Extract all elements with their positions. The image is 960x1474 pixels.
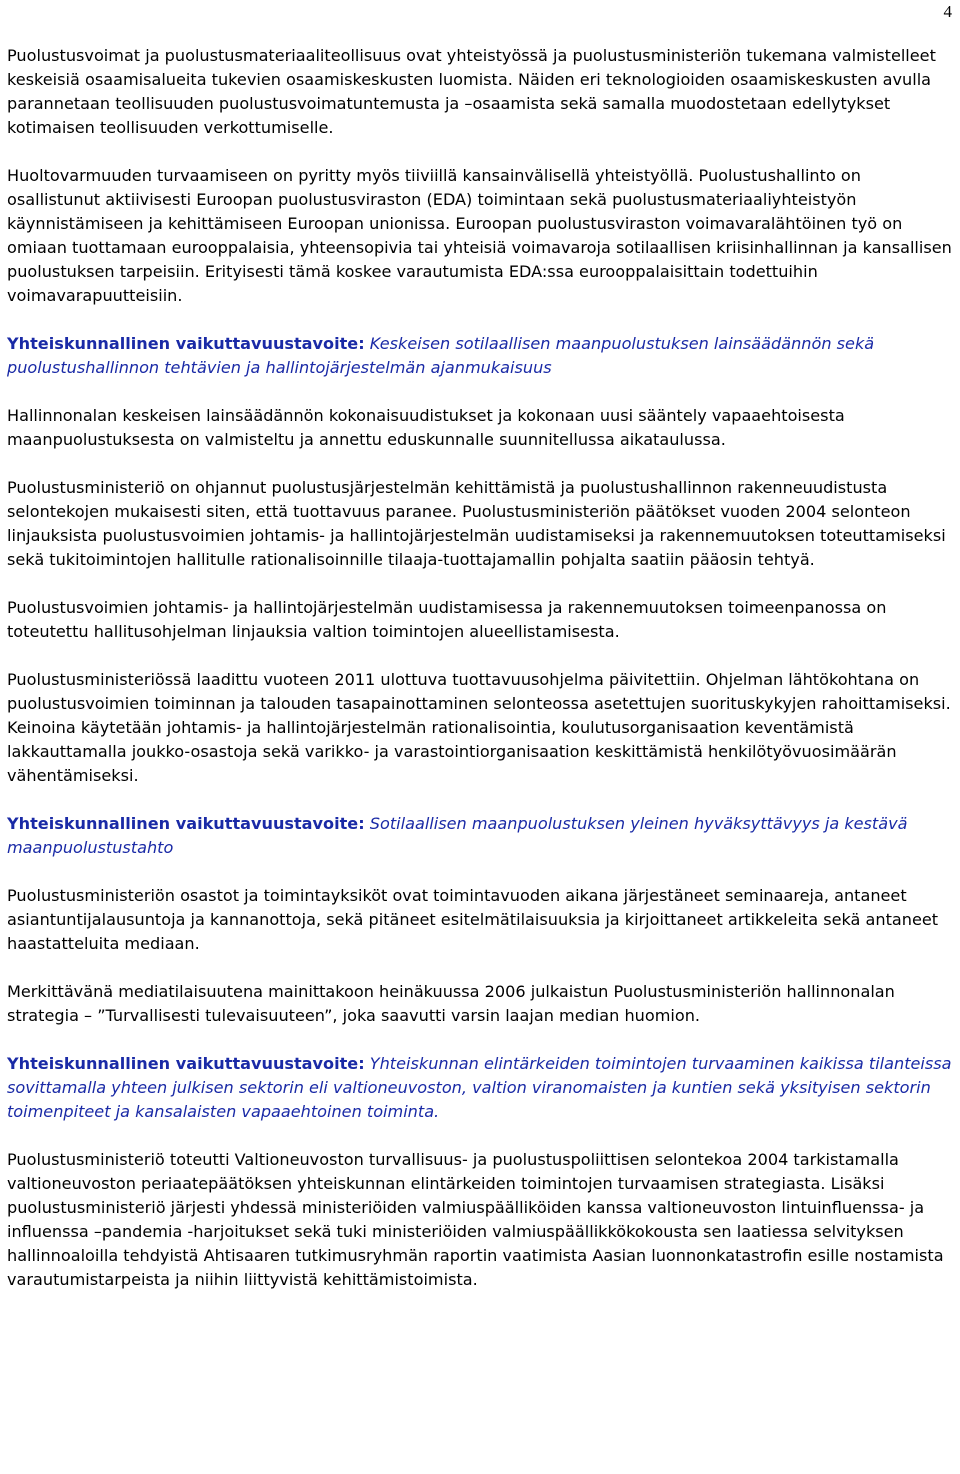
goal-text: Sotilaallisen maanpuolustuksen yleinen hyväksyttävyys ja kestävä maanpuolustustahto <box>7 814 908 857</box>
paragraph-regionalisation: Puolustusvoimien johtamis- ja hallintojärjestelmän uudistamisessa ja rakennemuutoksen toimeenpanossa on toteutettu hallitusohjelman linjauksia valtion toimintojen alueellistamisesta. <box>7 598 887 641</box>
page-number: 4 <box>943 2 952 21</box>
goal-heading-legislation <box>7 332 953 380</box>
goal-label: Yhteiskunnallinen vaikuttavuustavoite: <box>7 814 365 833</box>
paragraph-structural-reform: Puolustusministeriö on ohjannut puolustusjärjestelmän kehittämistä ja puolustushallinnon rakenneuudistusta selontekojen mukaisesti siten, että tuottavuus paranee. Puolustusministeriön päätökset vuoden 2004 selonteon linjauksista puolustusvoimien johtamis- ja hallintojärjestelmän uudistamiseksi ja rakennemuutoksen toteuttamiseksi sekä tukitoimintojen hallitulle rationalisoinnille tilaaja-tuottajamallin pohjalta saatiin pääosin tehtyä. <box>7 478 946 569</box>
paragraph-productivity-programme: Puolustusministeriössä laadittu vuoteen 2011 ulottuva tuottavuusohjelma päivitettiin. Ohjelman lähtökohtana on puolustusvoimien toiminnan ja talouden tasapainottaminen selonteossa asetettujen suorituskykyjen rahoittamiseksi. Keinoina käytetään johtamis- ja hallintojärjestelmän rationalisointia, koulutusorganisaation keventämistä lakkauttamalla joukko-osastoja sekä varikko- ja varastointiorganisaation keskittämistä henkilötyövuosimäärän vähentämiseksi. <box>7 670 951 785</box>
paragraph-international-cooperation: Huoltovarmuuden turvaamiseen on pyritty myös tiiviillä kansainvälisellä yhteistyöllä. Puolustushallinto on osallistunut aktiivisesti Euroopan puolustusviraston (EDA) toimintaan sekä puolustusmateriaaliyhteistyön käynnistämiseen ja kehittämiseen Euroopan unionissa. Euroopan puolustusviraston voimavaralähtöinen työ on omiaan tuottamaan eurooppalaisia, yhteensopivia tai yhteisiä voimavaroja sotilaallisen kriisinhallinnan ja kansallisen puolustuksen tarpeisiin. Erityisesti tämä koskee varautumista EDA:ssa eurooppalaisittain todettuihin voimavarapuutteisiin. <box>7 166 952 305</box>
paragraph-media-event: Merkittävänä mediatilaisuutena mainittakoon heinäkuussa 2006 julkaistun Puolustusministeriön hallinnonalan strategia – ”Turvallisesti tulevaisuuteen”, joka saavutti varsin laajan median huomion. <box>7 982 895 1025</box>
goal-label: Yhteiskunnallinen vaikuttavuustavoite: <box>7 1054 365 1073</box>
goal-heading-acceptability <box>7 812 953 860</box>
paragraph-security-strategy: Puolustusministeriö toteutti Valtioneuvoston turvallisuus- ja puolustuspoliittisen selontekoa 2004 tarkistamalla valtioneuvoston periaatepäätöksen yhteiskunnan elintärkeiden toimintojen turvaamisen strategiasta. Lisäksi puolustusministeriö järjesti yhdessä ministeriöiden valmiuspäälliköiden kanssa valtioneuvoston lintuinfluenssa- ja influenssa –pandemia -harjoitukset sekä tuki ministeriöiden valmiuspäällikkökokousta sen laatiessa selvityksen hallinnoaloilla tehdyistä Ahtisaaren tutkimusryhmän raportin vaatimista Aasian luonnonkatastrofin esille nostamista varautumistarpeista ja niihin liittyvistä kehittämistoimista. <box>7 1150 944 1289</box>
document-body <box>7 44 953 1316</box>
goal-text: Keskeisen sotilaallisen maanpuolustuksen lainsäädännön sekä puolustushallinnon tehtävien ja hallintojärjestelmän ajanmukaisuus <box>7 334 875 377</box>
paragraph-seminars: Puolustusministeriön osastot ja toimintayksiköt ovat toimintavuoden aikana järjestäneet seminaareja, antaneet asiantuntijalausuntoja ja kannanottoja, sekä pitäneet esitelmätilaisuuksia ja kirjoittaneet artikkeleita sekä antaneet haastatteluita mediaan. <box>7 886 939 953</box>
goal-heading-vital-functions <box>7 1052 953 1124</box>
paragraph-competence-centres: Puolustusvoimat ja puolustusmateriaaliteollisuus ovat yhteistyössä ja puolustusministeriön tukemana valmistelleet keskeisiä osaamisalueita tukevien osaamiskeskusten luomista. Näiden eri teknologioiden osaamiskeskusten avulla parannetaan teollisuuden puolustusvoimatuntemusta ja –osaamista sekä samalla muodostetaan edellytykset kotimaisen teollisuuden verkottumiselle. <box>7 46 936 137</box>
goal-text: Yhteiskunnan elintärkeiden toimintojen turvaaminen kaikissa tilanteissa sovittamalla yhteen julkisen sektorin eli valtioneuvoston, valtion viranomaisten ja kuntien sekä yksityisen sektorin toimenpiteet ja kansalaisten vapaaehtoinen toiminta. <box>7 1054 952 1121</box>
goal-label: Yhteiskunnallinen vaikuttavuustavoite: <box>7 334 365 353</box>
paragraph-legislation-reform: Hallinnonalan keskeisen lainsäädännön kokonaisuudistukset ja kokonaan uusi sääntely vapaaehtoisesta maanpuolustuksesta on valmisteltu ja annettu eduskunnalle suunnitellussa aikataulussa. <box>7 406 845 449</box>
